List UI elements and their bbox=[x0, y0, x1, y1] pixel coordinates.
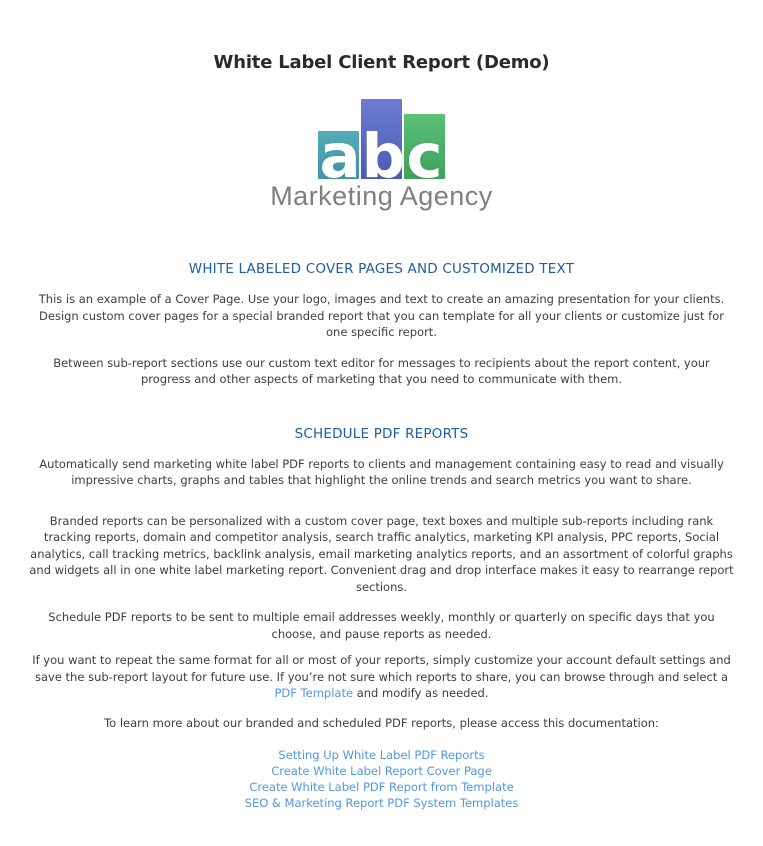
logo-subtitle: Marketing Agency bbox=[270, 181, 493, 211]
doc-link-create-cover-page[interactable]: Create White Label Report Cover Page bbox=[271, 764, 492, 778]
repeat-format-text-after: and modify as needed. bbox=[353, 686, 489, 700]
doc-link-setting-up-pdf-reports[interactable]: Setting Up White Label PDF Reports bbox=[278, 748, 485, 762]
doc-link-create-report-from-template[interactable]: Create White Label PDF Report from Template bbox=[249, 780, 514, 794]
documentation-links bbox=[29, 747, 735, 811]
agency-logo bbox=[0, 99, 763, 212]
pdf-template-link[interactable]: PDF Template bbox=[274, 686, 354, 700]
paragraph-cover-example: This is an example of a Cover Page. Use your logo, images and text to create an amazing presentation for your clients. Design custom cover pages for a special branded report that you can template for all your clients or customize just for one specific report. bbox=[38, 292, 725, 339]
section-heading-cover-pages: WHITE LABELED COVER PAGES AND CUSTOMIZED TEXT bbox=[188, 261, 575, 277]
section-heading-schedule-pdf: SCHEDULE PDF REPORTS bbox=[294, 425, 469, 442]
doc-link-seo-marketing-templates[interactable]: SEO & Marketing Report PDF System Templates bbox=[244, 796, 519, 810]
logo-letters: abc bbox=[319, 121, 444, 192]
paragraph-repeat-format bbox=[29, 652, 735, 702]
paragraph-subreport-editor: Between sub-report sections use our custom text editor for messages to recipients about the report content, your progress and other aspects of marketing that you need to communicate with them. bbox=[53, 355, 710, 386]
paragraph-learn-more: To learn more about our branded and scheduled PDF reports, please access this documentation: bbox=[104, 715, 659, 730]
page-title: White Label Client Report (Demo) bbox=[213, 52, 550, 73]
paragraph-branded-reports: Branded reports can be personalized with a custom cover page, text boxes and multiple sub-reports including rank tracking reports, domain and competitor analysis, search traffic analytics, marketing KPI analysis, PPC reports, Social analytics, call tracking metrics, backlink analysis, email marketing analytics reports, and an assortment of colorful graphs and widgets all in one white label marketing report. Convenient drag and drop interface makes it easy to rearrange report sections. bbox=[29, 513, 734, 594]
paragraph-schedule-emails: Schedule PDF reports to be sent to multiple email addresses weekly, monthly or quarterly on specific days that you choose, and pause reports as needed. bbox=[48, 610, 715, 641]
logo-bar-chart bbox=[318, 99, 445, 192]
repeat-format-text-before: If you want to repeat the same format for all or most of your reports, simply customize your account default settings and save the sub-report layout for future use. If you’re not sure which reports to share, you can browse through and select a bbox=[32, 653, 731, 684]
paragraph-auto-send: Automatically send marketing white label PDF reports to clients and management containing easy to read and visually impressive charts, graphs and tables that highlight the online trends and search metrics you want to share. bbox=[39, 456, 724, 487]
